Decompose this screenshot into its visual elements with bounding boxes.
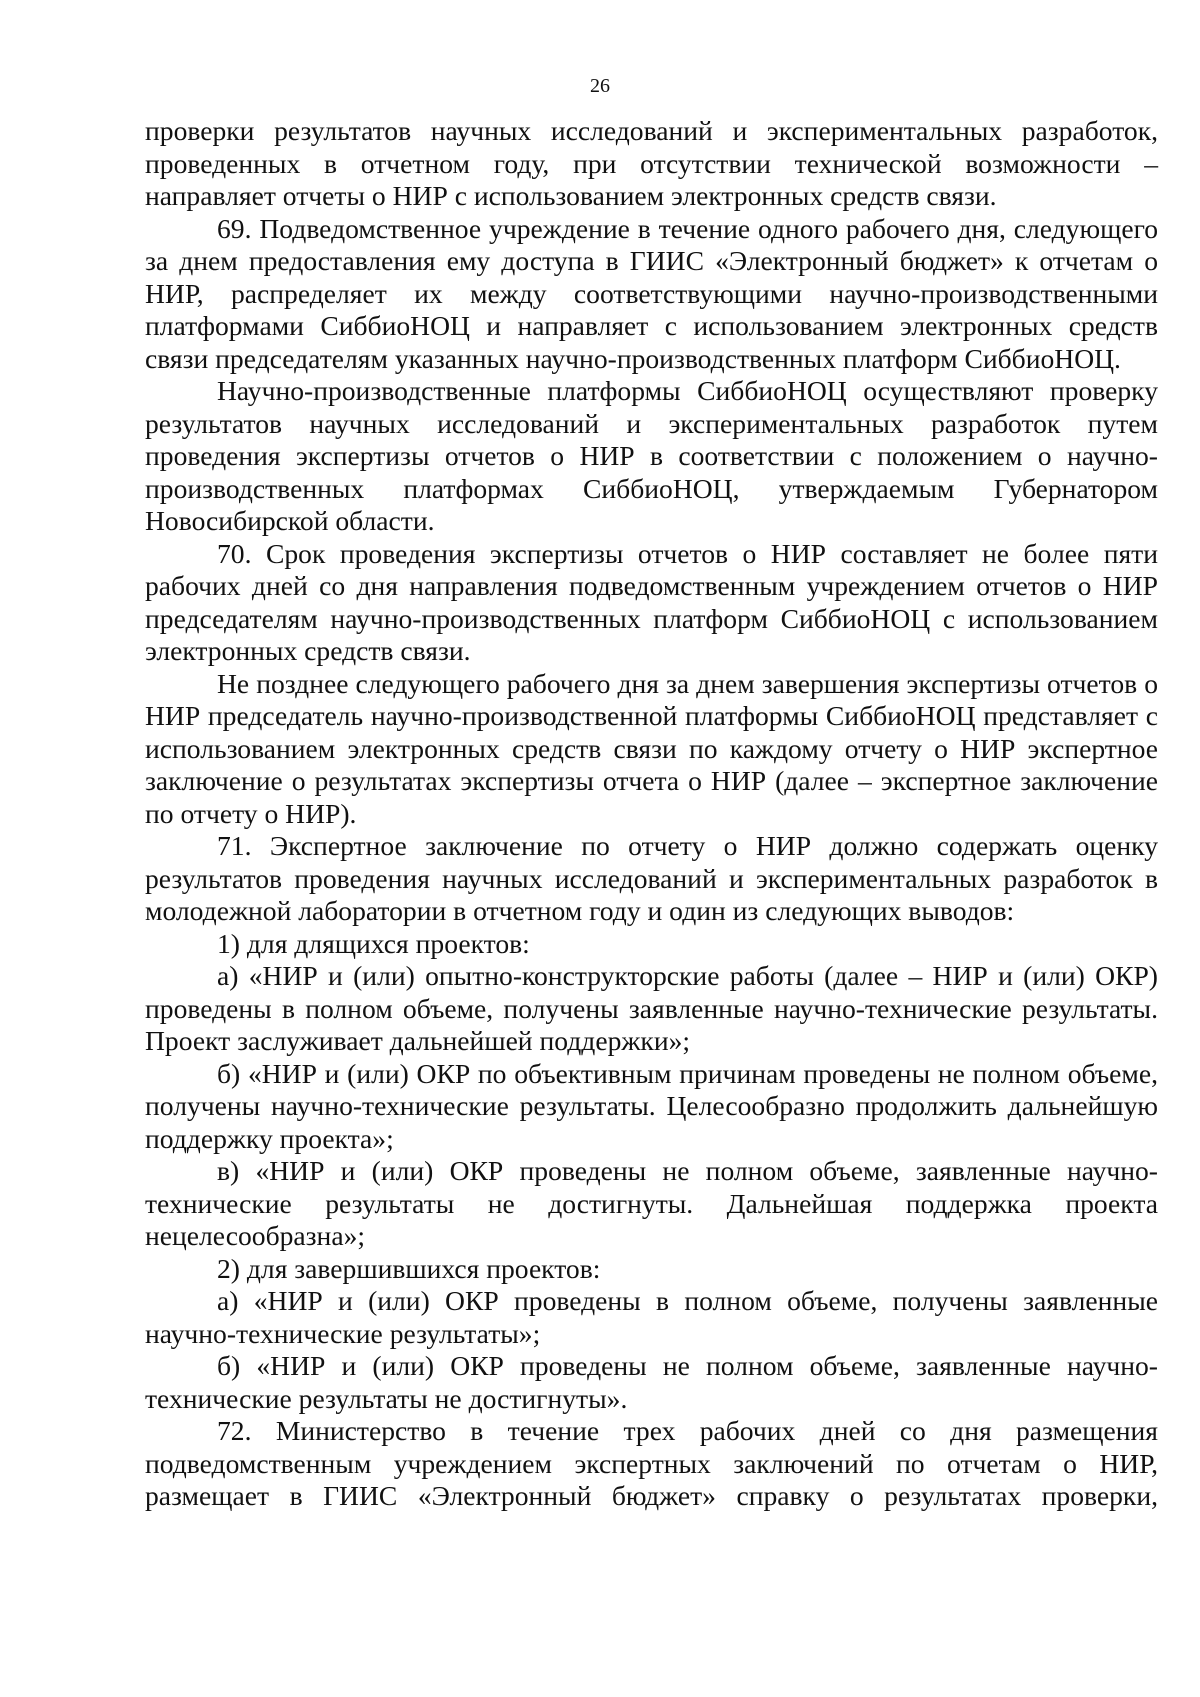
paragraph-continuation: проверки результатов научных исследований и экспериментальных разработок, проведенных в отчетном году, при отсутствии технической возможности – направляет отчеты о НИР с использованием электронных средств связи. (145, 115, 1158, 211)
paragraph-item-70: 70. Срок проведения экспертизы отчетов о НИР составляет не более пяти рабочих дней со дня направления подведомственным учреждением отчетов о НИР председателям научно-производственных платформ СиббиоНОЦ с использованием электронных средств связи. (145, 537, 1158, 666)
paragraph-item-71: 71. Экспертное заключение по отчету о НИР должно содержать оценку результатов проведения научных исследований и экспериментальных разработок в молодежной лаборатории в отчетном году и один из следующих выводов: (145, 830, 1158, 926)
list-item-ongoing-c: в) «НИР и (или) ОКР проведены не полном объеме, заявленные научно-технические результаты не достигнуты. Дальнейшая поддержка проекта нецелесообразна»; (145, 1155, 1158, 1251)
paragraph-item-72: 72. Министерство в течение трех рабочих дней со дня размещения подведомственным учреждением экспертных заключений по отчетам о НИР, размещает в ГИИС «Электронный бюджет» справку о результатах проверки, (145, 1415, 1158, 1511)
list-item-ongoing-b: б) «НИР и (или) ОКР по объективным причинам проведены не полном объеме, получены научно-технические результаты. Целесообразно продолжить дальнейшую поддержку проекта»; (145, 1057, 1158, 1154)
paragraph-item-69: 69. Подведомственное учреждение в течение одного рабочего дня, следующего за днем предоставления ему доступа в ГИИС «Электронный бюджет» к отчетам о НИР, распределяет их между соответствующими научно-производственными платформами СиббиоНОЦ и направляет с использованием электронных средств связи председателям указанных научно-производственных платформ СиббиоНОЦ. (145, 212, 1158, 374)
list-heading-ongoing-projects: 1) для длящихся проектов: (217, 927, 530, 959)
list-item-ongoing-a: а) «НИР и (или) опытно-конструкторские работы (далее – НИР и (или) ОКР) проведены в полном объеме, получены заявленные научно-технические результаты. Проект заслуживает дальнейшей поддержки»; (145, 960, 1158, 1056)
page-number: 26 (590, 75, 610, 97)
list-item-completed-a: а) «НИР и (или) ОКР проведены в полном объеме, получены заявленные научно-технические результаты»; (145, 1285, 1158, 1349)
list-heading-completed-projects: 2) для завершившихся проектов: (217, 1252, 601, 1284)
document-body (145, 115, 1158, 1513)
paragraph-platforms-review: Научно-производственные платформы СиббиоНОЦ осуществляют проверку результатов научных исследований и экспериментальных разработок путем проведения экспертизы отчетов о НИР в соответствии с положением о научно-производственных платформах СиббиоНОЦ, утверждаемым Губернатором Новосибирской области. (145, 375, 1158, 536)
paragraph-expert-conclusion: Не позднее следующего рабочего дня за днем завершения экспертизы отчетов о НИР председатель научно-производственной платформы СиббиоНОЦ представляет с использованием электронных средств связи по каждому отчету о НИР экспертное заключение о результатах экспертизы отчета о НИР (далее – экспертное заключение по отчету о НИР). (145, 667, 1158, 829)
list-item-completed-b: б) «НИР и (или) ОКР проведены не полном объеме, заявленные научно-технические результаты не достигнуты». (145, 1350, 1158, 1414)
